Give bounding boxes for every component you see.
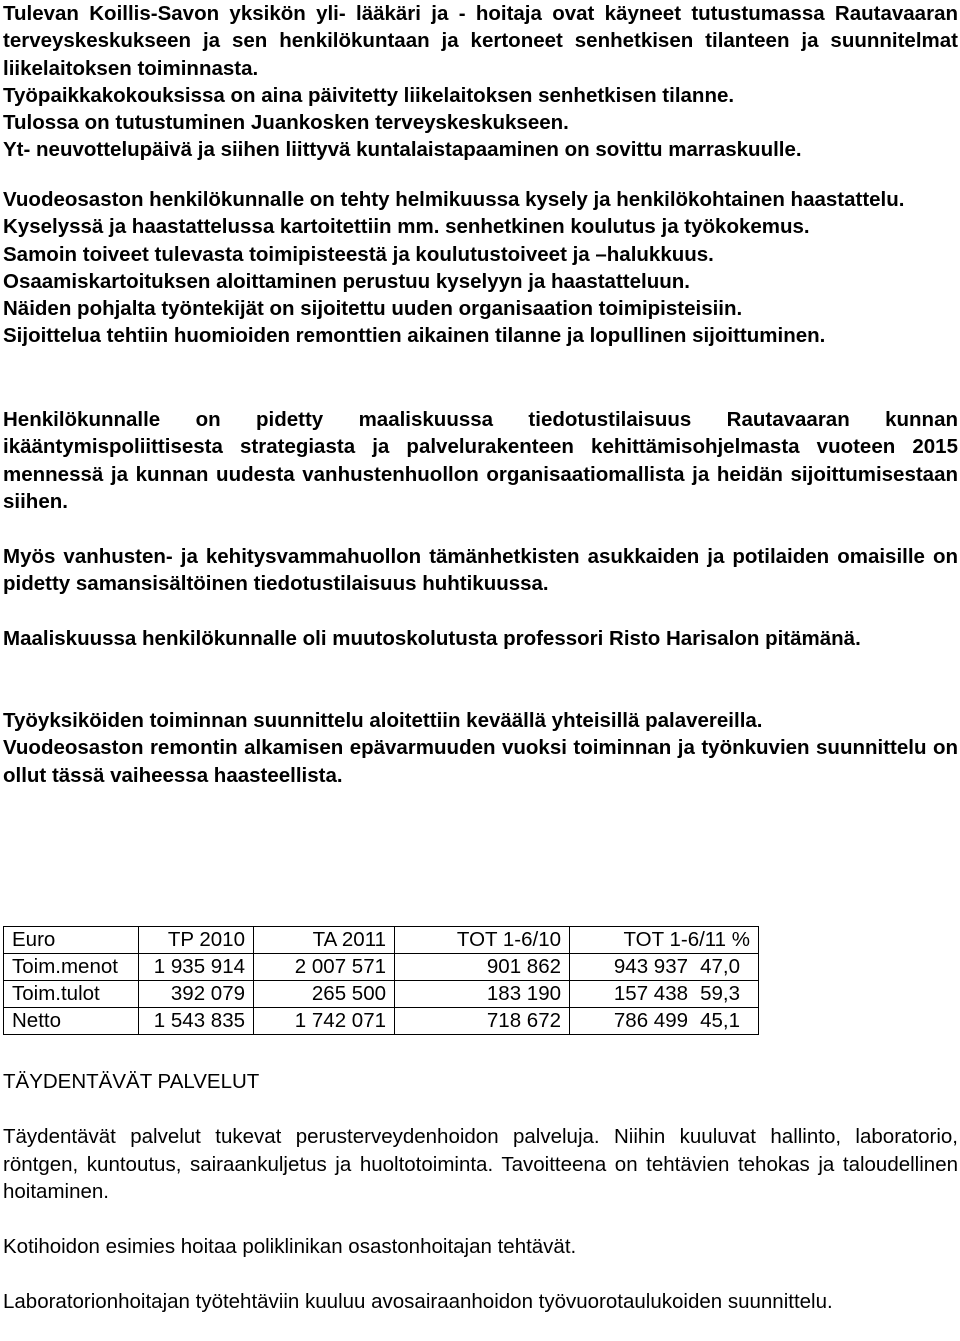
section-paragraph-3: Laboratorionhoitajan työtehtäviin kuuluu avosairaanhoidon työvuorotaulukoiden suunnittelu.: [3, 1290, 833, 1313]
cell-tot10: 718 672: [395, 1008, 570, 1035]
row-label: Toim.menot: [4, 954, 139, 981]
finance-table: [3, 926, 759, 1035]
cell-tot11: [570, 981, 759, 1008]
cell-tp2010: 1 935 914: [139, 954, 254, 981]
header-euro: Euro: [4, 927, 139, 954]
header-tot10: TOT 1-6/10: [395, 927, 570, 954]
cell-ta2011: 265 500: [254, 981, 395, 1008]
survey-line-2: Kyselyssä ja haastattelussa kartoitettiin mm. senhetkinen koulutus ja työkokemus.: [3, 215, 810, 239]
survey-line-1: Vuodeosaston henkilökunnalle on tehty helmikuussa kysely ja henkilökohtainen haastattelu.: [3, 188, 905, 211]
table-row: [4, 981, 759, 1008]
cell-tot11-value: 786 499: [613, 1009, 688, 1032]
cell-tot10: 901 862: [395, 954, 570, 981]
planning-line-2: Vuodeosaston remontin alkamisen epävarmuuden vuoksi toiminnan ja työnkuvien suunnittelu on ollut tässä vaiheessa haasteellista.: [3, 736, 958, 787]
intro-block: [3, 0, 958, 164]
cell-tot10: 183 190: [395, 981, 570, 1008]
table-row: [4, 954, 759, 981]
survey-line-3: Samoin toiveet tulevasta toimipisteestä ja koulutustoiveet ja –halukkuus.: [3, 242, 714, 266]
section-heading: TÄYDENTÄVÄT PALVELUT: [3, 1070, 260, 1093]
training-paragraph: Maaliskuussa henkilökunnalle oli muutoskolutusta professori Risto Harisalon pitämänä.: [3, 627, 861, 650]
cell-tot11-pct: 59,3: [700, 982, 740, 1005]
survey-line-6: Sijoittelua tehtiin huomioiden remonttien aikainen tilanne ja lopullinen sijoittuminen.: [3, 324, 826, 348]
intro-line-yt: Yt- neuvottelupäivä ja siihen liittyvä kuntalaistapaaminen on sovittu marraskuulle.: [3, 138, 802, 162]
header-ta2011: TA 2011: [254, 927, 395, 954]
planning-block: [3, 707, 958, 789]
cell-tot11-pct: 47,0: [700, 955, 740, 978]
cell-ta2011: 1 742 071: [254, 1008, 395, 1035]
row-label: Netto: [4, 1008, 139, 1035]
cell-tot11-pct: 45,1: [700, 1009, 740, 1032]
header-tot11: TOT 1-6/11 %: [570, 927, 759, 954]
survey-line-5: Näiden pohjalta työntekijät on sijoitettu uuden organisaation toimipisteisiin.: [3, 297, 743, 321]
table-row: [4, 1008, 759, 1035]
cell-ta2011: 2 007 571: [254, 954, 395, 981]
survey-line-4: Osaamiskartoituksen aloittaminen perustuu kyselyyn ja haastatteluun.: [3, 269, 690, 293]
cell-tot11: [570, 1008, 759, 1035]
intro-line-juankoski: Tulossa on tutustuminen Juankosken terveyskeskukseen.: [3, 111, 569, 135]
cell-tp2010: 392 079: [139, 981, 254, 1008]
header-tp2010: TP 2010: [139, 927, 254, 954]
cell-tot11-value: 943 937: [613, 955, 688, 978]
row-label: Toim.tulot: [4, 981, 139, 1008]
intro-paragraph: Tulevan Koillis-Savon yksikön yli- lääkäri ja - hoitaja ovat käyneet tutustumassa Rautavaaran terveyskeskukseen ja sen henkilökuntaan ja kertoneet senhetkisen tilanteen ja suunnitelmat liikelaitoksen toiminnasta.: [3, 2, 958, 80]
survey-block: [3, 186, 958, 350]
cell-tp2010: 1 543 835: [139, 1008, 254, 1035]
info-paragraph-1: Henkilökunnalle on pidetty maaliskuussa tiedotustilaisuus Rautavaaran kunnan ikääntymispoliittisesta strategiasta ja palvelurakenteen kehittämisohjelmasta vuoteen 2015 mennessä ja kunnan uudesta vanhustenhuollon organisaatiomallista ja heidän sijoittumisestaan siihen.: [3, 408, 958, 513]
intro-line-meetings: Työpaikkakokouksissa on aina päivitetty liikelaitoksen senhetkisen tilanne.: [3, 83, 735, 107]
section-paragraph-2: Kotihoidon esimies hoitaa poliklinikan osastonhoitajan tehtävät.: [3, 1235, 577, 1258]
cell-tot11: [570, 954, 759, 981]
table-header-row: [4, 927, 759, 954]
cell-tot11-value: 157 438: [613, 982, 688, 1005]
planning-line-1: Työyksiköiden toiminnan suunnittelu aloitettiin keväällä yhteisillä palavereilla.: [3, 709, 763, 732]
section-paragraph-1: Täydentävät palvelut tukevat perusterveydenhoidon palveluja. Niihin kuuluvat hallinto, laboratorio, röntgen, kuntoutus, sairaankuljetus ja huoltotoiminta. Tavoitteena on tehtävien tehokas ja taloudellinen hoitaminen.: [3, 1125, 958, 1203]
info-paragraph-2: Myös vanhusten- ja kehitysvammahuollon tämänhetkisten asukkaiden ja potilaiden omaisille on pidetty samansisältöinen tiedotustilaisuus huhtikuussa.: [3, 545, 958, 596]
